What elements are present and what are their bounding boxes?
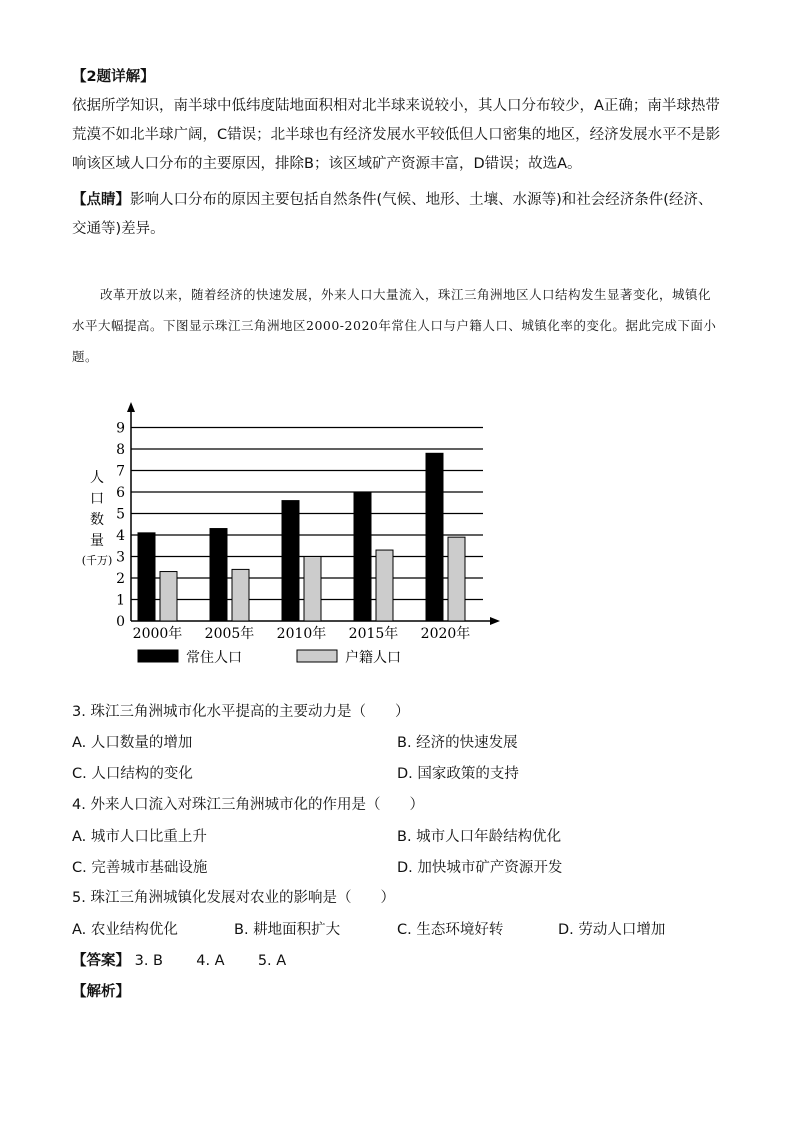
section-heading: 【2题详解】 — [72, 69, 155, 85]
tip-text: 影响人口分布的原因主要包括自然条件(气候、地形、土壤、水源等)和社会经济条件(经济、交通等)差异。 — [72, 192, 713, 237]
y-axis-label-char: 口 — [90, 491, 104, 507]
intro-paragraph: 改革开放以来，随着经济的快速发展，外来人口大量流入，珠江三角洲地区人口结构发生显著变化，城镇化水平大幅提高。下图显示珠江三角洲地区2000-2020年常住人口与户籍人口、城镇化率的变化。据此完成下面小题。 — [72, 287, 717, 364]
question-4-option-a[interactable]: A. 城市人口比重上升 — [72, 829, 207, 845]
answer-item: 4. A — [196, 953, 225, 969]
y-tick-label: 4 — [116, 528, 125, 544]
bar-resident-2010年 — [282, 501, 299, 621]
y-axis-label-char: 量 — [90, 533, 104, 549]
question-5-option-a[interactable]: A. 农业结构优化 — [72, 922, 178, 938]
y-tick-label: 6 — [116, 485, 125, 501]
y-axis-label-char: 人 — [90, 470, 104, 486]
x-tick-label: 2015年 — [348, 626, 399, 642]
question-3-option-d[interactable]: D. 国家政策的支持 — [397, 766, 519, 782]
question-3-option-c[interactable]: C. 人口结构的变化 — [72, 766, 193, 782]
population-bar-chart — [0, 400, 794, 680]
y-tick-label: 9 — [116, 420, 125, 437]
question-3-stem: 3. 珠江三角洲城市化水平提高的主要动力是（ ） — [72, 704, 410, 720]
legend-swatch — [297, 650, 337, 662]
x-tick-label: 2000年 — [132, 626, 183, 642]
answer-item: 5. A — [257, 953, 287, 969]
y-tick-label: 3 — [116, 549, 125, 566]
legend-swatch — [138, 650, 178, 662]
bar-registered-2020年 — [448, 537, 465, 621]
legend-label: 常住人口 — [186, 650, 242, 666]
bar-registered-2005年 — [232, 569, 249, 621]
tip-label: 【点睛】 — [72, 192, 130, 208]
bar-registered-2015年 — [376, 550, 393, 621]
answer-item: 3. B — [134, 953, 164, 969]
question-5-option-c[interactable]: C. 生态环境好转 — [397, 922, 504, 938]
bar-resident-2020年 — [426, 453, 443, 621]
legend-label: 户籍人口 — [345, 650, 401, 666]
question-3-option-a[interactable]: A. 人口数量的增加 — [72, 735, 193, 751]
question-4-option-d[interactable]: D. 加快城市矿产资源开发 — [397, 860, 563, 876]
question-3-option-b[interactable]: B. 经济的快速发展 — [397, 735, 518, 751]
y-axis-arrow — [127, 402, 135, 412]
y-axis-unit: (千万) — [81, 554, 113, 567]
question-4-option-b[interactable]: B. 城市人口年龄结构优化 — [397, 829, 562, 845]
answer-label: 【答案】 — [72, 953, 130, 969]
y-tick-label: 7 — [116, 463, 125, 480]
bar-resident-2005年 — [210, 529, 227, 621]
y-tick-label: 5 — [116, 506, 125, 523]
bar-resident-2000年 — [138, 533, 155, 621]
bar-registered-2010年 — [304, 557, 321, 622]
explanation-paragraph: 依据所学知识，南半球中低纬度陆地面积相对北半球来说较小，其人口分布较少，A正确；南半球热带荒漠不如北半球广阔，C错误；北半球也有经济发展水平较低但人口密集的地区，经济发展水平不是影响该区域人口分布的主要原因，排除B；该区域矿产资源丰富，D错误；故选A。 — [72, 98, 721, 172]
question-5-option-b[interactable]: B. 耕地面积扩大 — [234, 922, 341, 938]
y-tick-label: 0 — [116, 614, 125, 630]
y-tick-label: 8 — [116, 442, 125, 458]
question-5-stem: 5. 珠江三角洲城镇化发展对农业的影响是（ ） — [72, 890, 395, 906]
bar-resident-2015年 — [354, 492, 371, 621]
question-4-option-c[interactable]: C. 完善城市基础设施 — [72, 860, 208, 876]
tip-paragraph — [72, 186, 722, 244]
y-axis-label-char: 数 — [90, 512, 104, 528]
analysis-label: 【解析】 — [72, 984, 130, 1000]
question-4-stem: 4. 外来人口流入对珠江三角洲城市化的作用是（ ） — [72, 797, 424, 813]
y-tick-label: 1 — [116, 592, 125, 609]
answer-line — [72, 951, 286, 971]
question-5-option-d[interactable]: D. 劳动人口增加 — [558, 922, 666, 938]
x-tick-label: 2020年 — [420, 626, 471, 642]
y-tick-label: 2 — [116, 571, 125, 587]
x-tick-label: 2010年 — [276, 626, 327, 642]
x-tick-label: 2005年 — [204, 626, 255, 642]
bar-registered-2000年 — [160, 572, 177, 621]
x-axis-arrow — [490, 617, 500, 625]
